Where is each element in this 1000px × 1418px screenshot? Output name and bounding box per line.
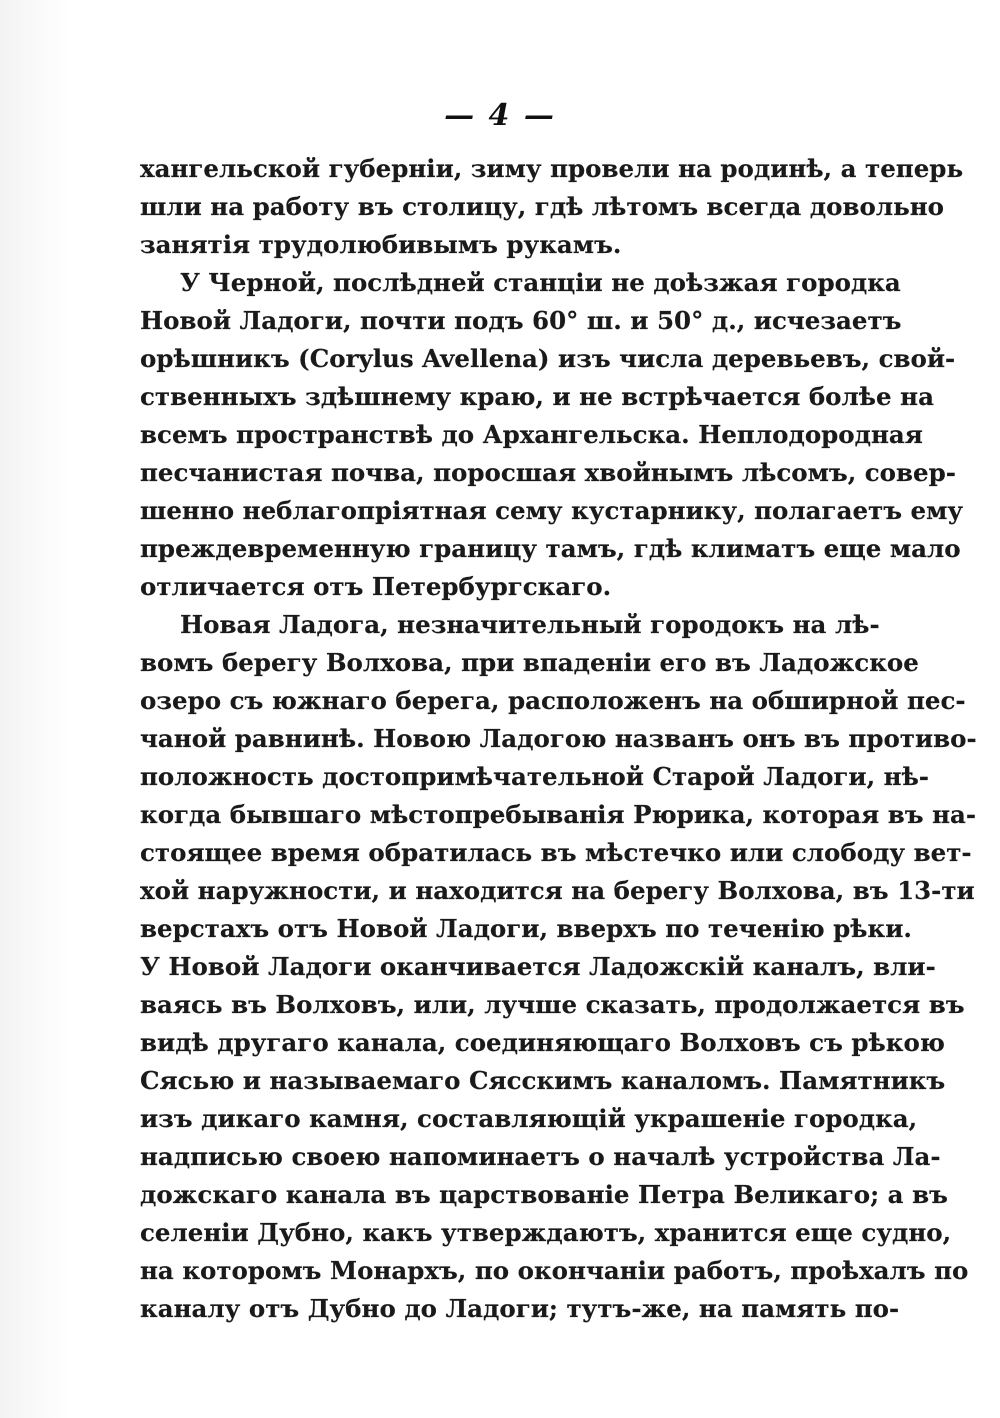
text-line: шли на работу въ столицу, гдѣ лѣтомъ всегда довольно — [140, 192, 945, 221]
text-line: Новой Ладоги, почти подъ 60° ш. и 50° д., исчезаетъ — [140, 306, 902, 335]
paragraph-first-line: У Черной, послѣдней станціи не доѣзжая городка — [180, 268, 901, 297]
text-line: песчанистая почва, поросшая хвойнымъ лѣсомъ, совер- — [140, 458, 956, 487]
text-line: озеро съ южнаго берега, расположенъ на обширной пес- — [140, 686, 966, 715]
text-line: изъ дикаго камня, составляющій украшеніе городка, — [140, 1104, 918, 1133]
text-line: надписью своею напоминаетъ о началѣ устройства Ла- — [140, 1142, 941, 1171]
text-line: шенно неблагопріятная сему кустарнику, полагаетъ ему — [140, 496, 964, 525]
text-line: чаной равнинѣ. Новою Ладогою названъ онъ въ противо- — [140, 724, 977, 753]
text-line: каналу отъ Дубно до Ладоги; тутъ-же, на память по- — [140, 1294, 900, 1323]
text-line: вомъ берегу Волхова, при впаденіи его въ Ладожское — [140, 648, 919, 677]
text-line: селеніи Дубно, какъ утверждаютъ, хранится еще судно, — [140, 1218, 952, 1247]
text-line: верстахъ отъ Новой Ладоги, вверхъ по теченію рѣки. — [140, 914, 912, 943]
text-line: ственныхъ здѣшнему краю, и не встрѣчается болѣе на — [140, 382, 934, 411]
text-line: ваясь въ Волховъ, или, лучше сказать, продолжается въ — [140, 990, 965, 1019]
text-line: на которомъ Монархъ, по окончаніи работъ, проѣхалъ по — [140, 1256, 969, 1285]
page-edge-shadow — [0, 0, 70, 1418]
paragraph-first-line: Новая Ладога, незначительный городокъ на лѣ- — [180, 610, 880, 639]
text-line: преждевременную границу тамъ, гдѣ климатъ еще мало — [140, 534, 961, 563]
text-line: всемъ пространствѣ до Архангельска. Неплодородная — [140, 420, 923, 449]
text-line: хангельской губерніи, зиму провели на родинѣ, а теперь — [140, 154, 964, 183]
text-line: У Новой Ладоги оканчивается Ладожскій каналъ, вли- — [140, 952, 936, 981]
text-line: Сясью и называемаго Сясскимъ каналомъ. Памятникъ — [140, 1066, 946, 1095]
text-line: видѣ другаго канала, соединяющаго Волховъ съ рѣкою — [140, 1028, 945, 1057]
text-line: хой наружности, и находится на берегу Волхова, въ 13-ти — [140, 876, 975, 905]
text-line: занятія трудолюбивымъ рукамъ. — [140, 230, 622, 259]
text-line: когда бывшаго мѣстопребыванія Рюрика, которая въ на- — [140, 800, 977, 829]
text-line: стоящее время обратилась въ мѣстечко или слободу вет- — [140, 838, 972, 867]
text-line: отличается отъ Петербургскаго. — [140, 572, 612, 601]
text-line: орѣшникъ (Corylus Avellena) изъ числа деревьевъ, свой- — [140, 344, 956, 373]
text-line: положность достопримѣчательной Старой Ладоги, нѣ- — [140, 762, 929, 791]
page-number: — 4 — — [444, 98, 556, 133]
text-line: дожскаго канала въ царствованіе Петра Великаго; а въ — [140, 1180, 948, 1209]
